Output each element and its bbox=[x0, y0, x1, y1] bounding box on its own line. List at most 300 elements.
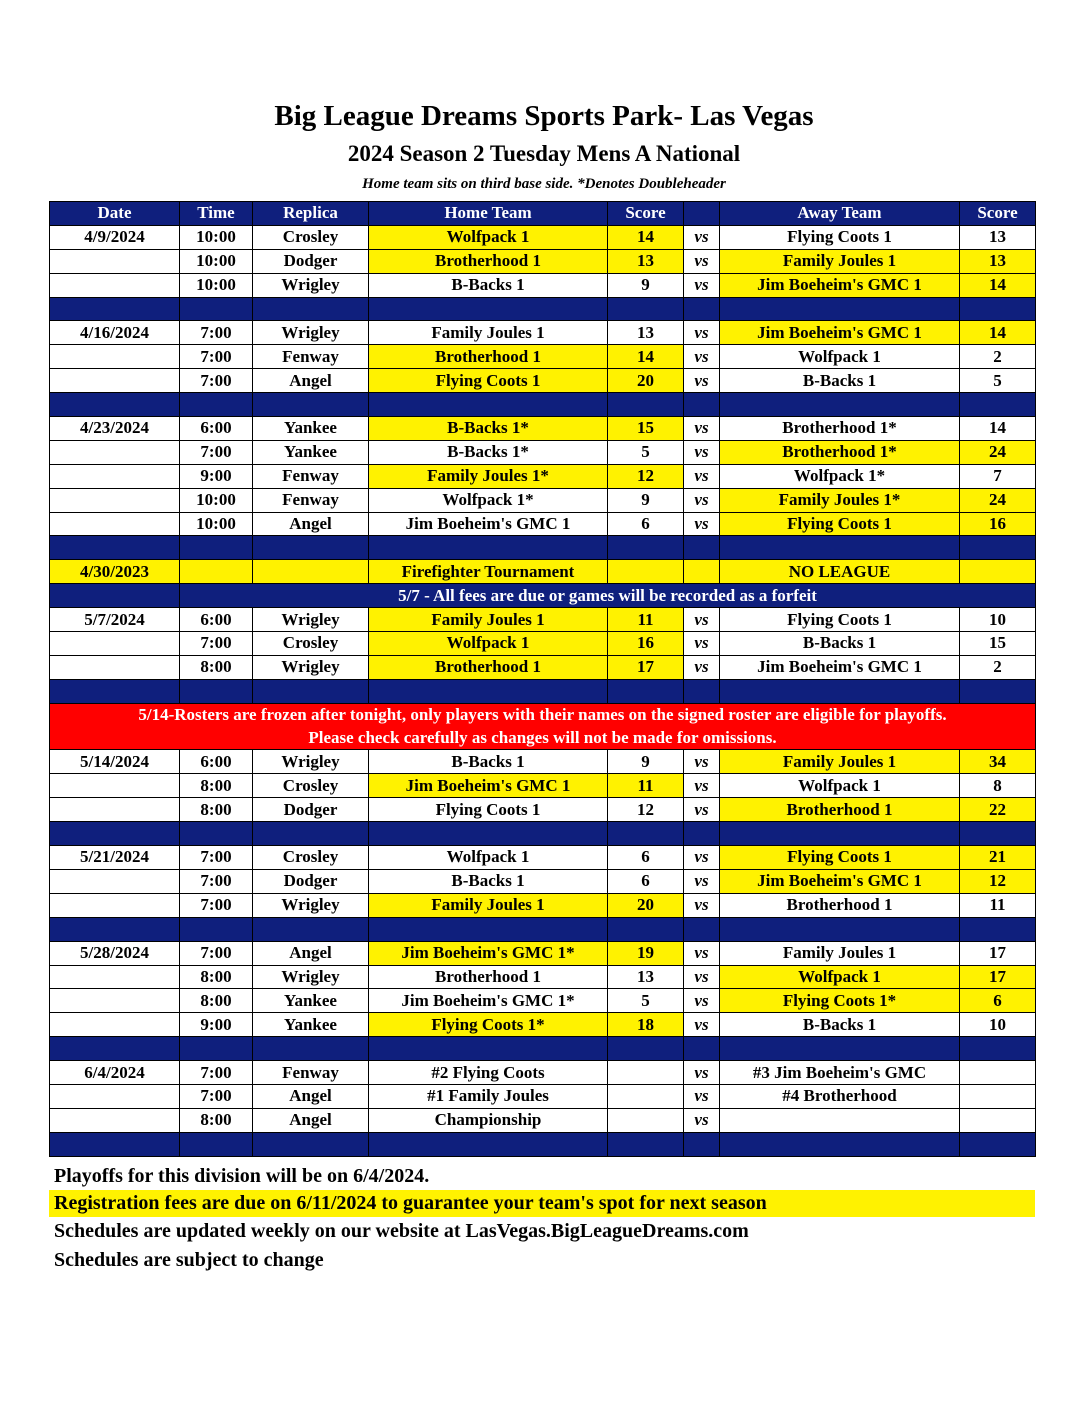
table-row bbox=[50, 869, 1036, 893]
date-cell bbox=[50, 584, 180, 608]
home-score-cell bbox=[608, 1061, 684, 1085]
home-team-cell: Flying Coots 1* bbox=[369, 1013, 608, 1037]
vs-cell: vs bbox=[684, 321, 720, 345]
replica-cell: Dodger bbox=[253, 249, 369, 273]
separator-row bbox=[50, 1132, 1036, 1156]
time-cell: 8:00 bbox=[180, 655, 253, 679]
table-row bbox=[50, 1013, 1036, 1037]
date-cell: 5/21/2024 bbox=[50, 846, 180, 870]
away-score-cell: 24 bbox=[960, 440, 1036, 464]
away-score-cell: 22 bbox=[960, 798, 1036, 822]
date-cell bbox=[50, 464, 180, 488]
time-cell: 8:00 bbox=[180, 989, 253, 1013]
away-team-cell: Jim Boeheim's GMC 1 bbox=[720, 273, 960, 297]
home-team-cell: Jim Boeheim's GMC 1* bbox=[369, 941, 608, 965]
date-cell bbox=[50, 989, 180, 1013]
table-row bbox=[50, 464, 1036, 488]
home-team-cell: Wolfpack 1* bbox=[369, 488, 608, 512]
time-cell: 8:00 bbox=[180, 798, 253, 822]
replica-cell: Fenway bbox=[253, 1061, 369, 1085]
separator-row bbox=[50, 679, 1036, 703]
schedule-note: Home team sits on third base side. *Denotes Doubleheader bbox=[362, 176, 726, 192]
separator-cell bbox=[960, 1132, 1036, 1156]
separator-cell bbox=[960, 297, 1036, 321]
schedule-body bbox=[50, 225, 1036, 1156]
col-header-home-team: Home Team bbox=[369, 202, 608, 226]
replica-cell: Angel bbox=[253, 1084, 369, 1108]
time-cell: 10:00 bbox=[180, 273, 253, 297]
date-cell bbox=[50, 345, 180, 369]
time-cell: 7:00 bbox=[180, 846, 253, 870]
separator-cell bbox=[960, 917, 1036, 941]
replica-cell: Yankee bbox=[253, 989, 369, 1013]
date-cell: 5/7/2024 bbox=[50, 608, 180, 632]
separator-cell bbox=[608, 822, 684, 846]
time-cell: 7:00 bbox=[180, 893, 253, 917]
vs-cell: vs bbox=[684, 369, 720, 393]
page-title: Big League Dreams Sports Park- Las Vegas bbox=[274, 100, 814, 132]
vs-cell: vs bbox=[684, 345, 720, 369]
tournament-row bbox=[50, 560, 1036, 584]
separator-cell bbox=[608, 917, 684, 941]
date-cell bbox=[50, 249, 180, 273]
time-cell: 7:00 bbox=[180, 869, 253, 893]
time-cell: 7:00 bbox=[180, 1084, 253, 1108]
home-score-cell bbox=[608, 1084, 684, 1108]
away-team-cell: Jim Boeheim's GMC 1 bbox=[720, 655, 960, 679]
away-team-cell: B-Backs 1 bbox=[720, 369, 960, 393]
separator-cell bbox=[608, 393, 684, 417]
home-score-cell: 13 bbox=[608, 249, 684, 273]
col-header-home-score: Score bbox=[608, 202, 684, 226]
table-row bbox=[50, 225, 1036, 249]
separator-cell bbox=[684, 1132, 720, 1156]
vs-cell: vs bbox=[684, 1013, 720, 1037]
away-team-cell: Wolfpack 1* bbox=[720, 464, 960, 488]
separator-cell bbox=[253, 917, 369, 941]
separator-cell bbox=[960, 822, 1036, 846]
separator-cell bbox=[180, 679, 253, 703]
table-row bbox=[50, 608, 1036, 632]
away-score-cell: 13 bbox=[960, 249, 1036, 273]
away-team-cell: #3 Jim Boeheim's GMC bbox=[720, 1061, 960, 1085]
away-team-cell: Family Joules 1 bbox=[720, 750, 960, 774]
replica-cell: Wrigley bbox=[253, 273, 369, 297]
table-row bbox=[50, 965, 1036, 989]
separator-cell bbox=[50, 297, 180, 321]
home-score-cell: 12 bbox=[608, 798, 684, 822]
separator-row bbox=[50, 917, 1036, 941]
date-cell: 4/9/2024 bbox=[50, 225, 180, 249]
date-cell: 5/28/2024 bbox=[50, 941, 180, 965]
roster-alert-row bbox=[50, 703, 1036, 726]
home-team-cell: Family Joules 1* bbox=[369, 464, 608, 488]
separator-cell bbox=[180, 917, 253, 941]
vs-cell: vs bbox=[684, 798, 720, 822]
home-team-cell: B-Backs 1 bbox=[369, 869, 608, 893]
home-score-cell: 14 bbox=[608, 345, 684, 369]
away-score-cell: 5 bbox=[960, 369, 1036, 393]
vs-cell: vs bbox=[684, 608, 720, 632]
separator-cell bbox=[960, 1037, 1036, 1061]
separator-cell bbox=[369, 1132, 608, 1156]
separator-cell bbox=[180, 297, 253, 321]
separator-cell bbox=[253, 1132, 369, 1156]
away-score-cell: 2 bbox=[960, 655, 1036, 679]
home-team-cell: Brotherhood 1 bbox=[369, 965, 608, 989]
col-header-replica: Replica bbox=[253, 202, 369, 226]
home-team-cell: Jim Boeheim's GMC 1* bbox=[369, 989, 608, 1013]
replica-cell: Angel bbox=[253, 512, 369, 536]
home-team-cell: Wolfpack 1 bbox=[369, 632, 608, 656]
away-score-cell: 7 bbox=[960, 464, 1036, 488]
home-score-cell: 5 bbox=[608, 989, 684, 1013]
away-score-cell: 10 bbox=[960, 608, 1036, 632]
away-team-cell bbox=[720, 1108, 960, 1132]
separator-cell bbox=[50, 917, 180, 941]
table-row bbox=[50, 989, 1036, 1013]
separator-cell bbox=[180, 1132, 253, 1156]
separator-cell bbox=[50, 536, 180, 560]
home-score-cell: 19 bbox=[608, 941, 684, 965]
away-team-cell: Brotherhood 1 bbox=[720, 893, 960, 917]
table-row bbox=[50, 1108, 1036, 1132]
fees-notice-text: 5/7 - All fees are due or games will be recorded as a forfeit bbox=[180, 584, 1036, 608]
date-cell bbox=[50, 369, 180, 393]
away-team-cell: Flying Coots 1 bbox=[720, 846, 960, 870]
separator-cell bbox=[369, 822, 608, 846]
away-score-cell: 10 bbox=[960, 1013, 1036, 1037]
away-team-cell: Wolfpack 1 bbox=[720, 345, 960, 369]
col-header-time: Time bbox=[180, 202, 253, 226]
separator-cell bbox=[369, 679, 608, 703]
date-cell bbox=[50, 869, 180, 893]
replica-cell: Yankee bbox=[253, 440, 369, 464]
time-cell: 10:00 bbox=[180, 249, 253, 273]
footer-playoffs-note: Playoffs for this division will be on 6/4/2024. bbox=[54, 1165, 430, 1187]
time-cell: 7:00 bbox=[180, 941, 253, 965]
away-team-cell: Jim Boeheim's GMC 1 bbox=[720, 321, 960, 345]
footer-change-note: Schedules are subject to change bbox=[54, 1249, 324, 1271]
time-cell bbox=[180, 560, 253, 584]
away-team-cell: #4 Brotherhood bbox=[720, 1084, 960, 1108]
replica-cell: Angel bbox=[253, 1108, 369, 1132]
date-cell bbox=[50, 632, 180, 656]
away-score-cell: 14 bbox=[960, 273, 1036, 297]
separator-cell bbox=[960, 536, 1036, 560]
separator-cell bbox=[180, 393, 253, 417]
separator-cell bbox=[720, 393, 960, 417]
date-cell bbox=[50, 1108, 180, 1132]
replica-cell: Wrigley bbox=[253, 750, 369, 774]
away-score-cell: 24 bbox=[960, 488, 1036, 512]
table-row bbox=[50, 774, 1036, 798]
away-team-cell: Wolfpack 1 bbox=[720, 965, 960, 989]
time-cell: 8:00 bbox=[180, 1108, 253, 1132]
away-score-cell: 34 bbox=[960, 750, 1036, 774]
vs-cell: vs bbox=[684, 440, 720, 464]
date-cell: 4/30/2023 bbox=[50, 560, 180, 584]
separator-cell bbox=[253, 822, 369, 846]
replica-cell: Fenway bbox=[253, 464, 369, 488]
replica-cell: Wrigley bbox=[253, 321, 369, 345]
separator-cell bbox=[684, 297, 720, 321]
away-team-cell: B-Backs 1 bbox=[720, 1013, 960, 1037]
time-cell: 6:00 bbox=[180, 608, 253, 632]
separator-cell bbox=[684, 917, 720, 941]
separator-cell bbox=[253, 679, 369, 703]
home-score-cell: 5 bbox=[608, 440, 684, 464]
separator-cell bbox=[720, 822, 960, 846]
table-row bbox=[50, 512, 1036, 536]
separator-cell bbox=[369, 1037, 608, 1061]
separator-cell bbox=[720, 1037, 960, 1061]
replica-cell: Yankee bbox=[253, 417, 369, 441]
separator-cell bbox=[50, 393, 180, 417]
away-team-cell: Flying Coots 1* bbox=[720, 989, 960, 1013]
separator-cell bbox=[50, 822, 180, 846]
roster-alert-line-1: 5/14-Rosters are frozen after tonight, only players with their names on the signed roster are eligible for playoffs. bbox=[50, 703, 1036, 726]
replica-cell: Angel bbox=[253, 369, 369, 393]
home-team-cell: B-Backs 1* bbox=[369, 417, 608, 441]
separator-cell bbox=[684, 536, 720, 560]
separator-cell bbox=[180, 536, 253, 560]
away-score-cell: 13 bbox=[960, 225, 1036, 249]
replica-cell: Dodger bbox=[253, 869, 369, 893]
table-row bbox=[50, 893, 1036, 917]
table-row bbox=[50, 369, 1036, 393]
separator-cell bbox=[720, 297, 960, 321]
home-score-cell: 6 bbox=[608, 869, 684, 893]
vs-cell: vs bbox=[684, 1061, 720, 1085]
home-score-cell: 18 bbox=[608, 1013, 684, 1037]
tournament-name-cell: Firefighter Tournament bbox=[369, 560, 608, 584]
home-score-cell bbox=[608, 560, 684, 584]
separator-cell bbox=[960, 679, 1036, 703]
away-team-cell: Flying Coots 1 bbox=[720, 225, 960, 249]
vs-cell: vs bbox=[684, 893, 720, 917]
separator-cell bbox=[720, 917, 960, 941]
date-cell: 6/4/2024 bbox=[50, 1061, 180, 1085]
table-row bbox=[50, 440, 1036, 464]
home-team-cell: Wolfpack 1 bbox=[369, 846, 608, 870]
away-score-cell: 8 bbox=[960, 774, 1036, 798]
home-team-cell: Flying Coots 1 bbox=[369, 798, 608, 822]
replica-cell: Crosley bbox=[253, 225, 369, 249]
time-cell: 8:00 bbox=[180, 965, 253, 989]
away-score-cell bbox=[960, 1061, 1036, 1085]
separator-row bbox=[50, 822, 1036, 846]
separator-cell bbox=[50, 1037, 180, 1061]
away-score-cell: 17 bbox=[960, 941, 1036, 965]
page-subtitle: 2024 Season 2 Tuesday Mens A National bbox=[347, 141, 741, 166]
separator-cell bbox=[608, 536, 684, 560]
vs-cell: vs bbox=[684, 774, 720, 798]
home-team-cell: Family Joules 1 bbox=[369, 893, 608, 917]
table-row bbox=[50, 249, 1036, 273]
home-team-cell: Wolfpack 1 bbox=[369, 225, 608, 249]
home-team-cell: Flying Coots 1 bbox=[369, 369, 608, 393]
away-score-cell: 14 bbox=[960, 417, 1036, 441]
away-score-cell bbox=[960, 1084, 1036, 1108]
home-team-cell: B-Backs 1 bbox=[369, 750, 608, 774]
home-team-cell: Brotherhood 1 bbox=[369, 249, 608, 273]
away-score-cell: 2 bbox=[960, 345, 1036, 369]
schedule-table bbox=[49, 201, 1036, 1157]
vs-cell: vs bbox=[684, 1108, 720, 1132]
separator-cell bbox=[684, 822, 720, 846]
col-header-away-score: Score bbox=[960, 202, 1036, 226]
home-score-cell: 9 bbox=[608, 750, 684, 774]
date-cell: 4/23/2024 bbox=[50, 417, 180, 441]
roster-alert-row bbox=[50, 727, 1036, 750]
date-cell bbox=[50, 273, 180, 297]
time-cell: 6:00 bbox=[180, 417, 253, 441]
footer-website-note: Schedules are updated weekly on our website at LasVegas.BigLeagueDreams.com bbox=[54, 1220, 749, 1242]
table-row bbox=[50, 750, 1036, 774]
replica-cell: Wrigley bbox=[253, 965, 369, 989]
separator-cell bbox=[720, 679, 960, 703]
vs-cell: vs bbox=[684, 249, 720, 273]
vs-cell: vs bbox=[684, 869, 720, 893]
separator-cell bbox=[684, 679, 720, 703]
table-row bbox=[50, 632, 1036, 656]
home-team-cell: Family Joules 1 bbox=[369, 321, 608, 345]
separator-cell bbox=[253, 297, 369, 321]
date-cell bbox=[50, 774, 180, 798]
vs-cell bbox=[684, 560, 720, 584]
away-score-cell bbox=[960, 1108, 1036, 1132]
replica-cell: Yankee bbox=[253, 1013, 369, 1037]
separator-cell bbox=[684, 1037, 720, 1061]
time-cell: 6:00 bbox=[180, 750, 253, 774]
replica-cell: Wrigley bbox=[253, 608, 369, 632]
home-team-cell: Brotherhood 1 bbox=[369, 345, 608, 369]
time-cell: 10:00 bbox=[180, 488, 253, 512]
separator-cell bbox=[369, 536, 608, 560]
col-header-vs bbox=[684, 202, 720, 226]
vs-cell: vs bbox=[684, 1084, 720, 1108]
separator-cell bbox=[253, 1037, 369, 1061]
home-team-cell: Jim Boeheim's GMC 1 bbox=[369, 774, 608, 798]
replica-cell: Crosley bbox=[253, 632, 369, 656]
away-score-cell: 15 bbox=[960, 632, 1036, 656]
table-row bbox=[50, 1061, 1036, 1085]
vs-cell: vs bbox=[684, 941, 720, 965]
separator-row bbox=[50, 393, 1036, 417]
home-team-cell: #2 Flying Coots bbox=[369, 1061, 608, 1085]
home-score-cell: 17 bbox=[608, 655, 684, 679]
home-score-cell: 6 bbox=[608, 512, 684, 536]
separator-cell bbox=[369, 917, 608, 941]
date-cell bbox=[50, 965, 180, 989]
replica-cell: Fenway bbox=[253, 488, 369, 512]
home-team-cell: Brotherhood 1 bbox=[369, 655, 608, 679]
vs-cell: vs bbox=[684, 273, 720, 297]
home-score-cell: 9 bbox=[608, 488, 684, 512]
home-team-cell: Family Joules 1 bbox=[369, 608, 608, 632]
separator-cell bbox=[180, 1037, 253, 1061]
home-score-cell: 20 bbox=[608, 893, 684, 917]
separator-row bbox=[50, 536, 1036, 560]
separator-cell bbox=[50, 1132, 180, 1156]
date-cell bbox=[50, 488, 180, 512]
vs-cell: vs bbox=[684, 488, 720, 512]
replica-cell: Wrigley bbox=[253, 655, 369, 679]
roster-alert-line-2: Please check carefully as changes will not be made for omissions. bbox=[50, 727, 1036, 750]
table-row bbox=[50, 273, 1036, 297]
replica-cell: Angel bbox=[253, 941, 369, 965]
home-score-cell: 20 bbox=[608, 369, 684, 393]
separator-cell bbox=[608, 679, 684, 703]
home-score-cell: 11 bbox=[608, 774, 684, 798]
vs-cell: vs bbox=[684, 512, 720, 536]
home-score-cell: 15 bbox=[608, 417, 684, 441]
time-cell: 7:00 bbox=[180, 345, 253, 369]
away-score-cell: 6 bbox=[960, 989, 1036, 1013]
replica-cell: Crosley bbox=[253, 846, 369, 870]
table-row bbox=[50, 798, 1036, 822]
away-score-cell: 16 bbox=[960, 512, 1036, 536]
vs-cell: vs bbox=[684, 225, 720, 249]
away-team-cell: Family Joules 1 bbox=[720, 941, 960, 965]
separator-cell bbox=[253, 536, 369, 560]
away-score-cell bbox=[960, 560, 1036, 584]
away-score-cell: 14 bbox=[960, 321, 1036, 345]
away-score-cell: 17 bbox=[960, 965, 1036, 989]
home-score-cell: 13 bbox=[608, 321, 684, 345]
away-team-cell: B-Backs 1 bbox=[720, 632, 960, 656]
away-team-cell: Brotherhood 1* bbox=[720, 440, 960, 464]
time-cell: 7:00 bbox=[180, 440, 253, 464]
table-row bbox=[50, 655, 1036, 679]
separator-cell bbox=[608, 297, 684, 321]
replica-cell: Crosley bbox=[253, 774, 369, 798]
col-header-date: Date bbox=[50, 202, 180, 226]
table-row bbox=[50, 417, 1036, 441]
vs-cell: vs bbox=[684, 655, 720, 679]
fees-notice-row bbox=[50, 584, 1036, 608]
vs-cell: vs bbox=[684, 846, 720, 870]
separator-cell bbox=[608, 1132, 684, 1156]
table-row bbox=[50, 1084, 1036, 1108]
home-score-cell: 6 bbox=[608, 846, 684, 870]
separator-cell bbox=[180, 822, 253, 846]
away-team-cell: Brotherhood 1 bbox=[720, 798, 960, 822]
home-team-cell: B-Backs 1 bbox=[369, 273, 608, 297]
vs-cell: vs bbox=[684, 632, 720, 656]
date-cell bbox=[50, 512, 180, 536]
replica-cell bbox=[253, 560, 369, 584]
date-cell: 4/16/2024 bbox=[50, 321, 180, 345]
table-row bbox=[50, 488, 1036, 512]
home-team-cell: Championship bbox=[369, 1108, 608, 1132]
home-score-cell: 11 bbox=[608, 608, 684, 632]
replica-cell: Wrigley bbox=[253, 893, 369, 917]
vs-cell: vs bbox=[684, 989, 720, 1013]
date-cell bbox=[50, 798, 180, 822]
date-cell bbox=[50, 893, 180, 917]
home-score-cell: 14 bbox=[608, 225, 684, 249]
vs-cell: vs bbox=[684, 965, 720, 989]
separator-cell bbox=[720, 536, 960, 560]
separator-cell bbox=[720, 1132, 960, 1156]
col-header-away-team: Away Team bbox=[720, 202, 960, 226]
away-team-cell: Flying Coots 1 bbox=[720, 512, 960, 536]
home-score-cell: 12 bbox=[608, 464, 684, 488]
date-cell bbox=[50, 655, 180, 679]
away-team-cell: Brotherhood 1* bbox=[720, 417, 960, 441]
